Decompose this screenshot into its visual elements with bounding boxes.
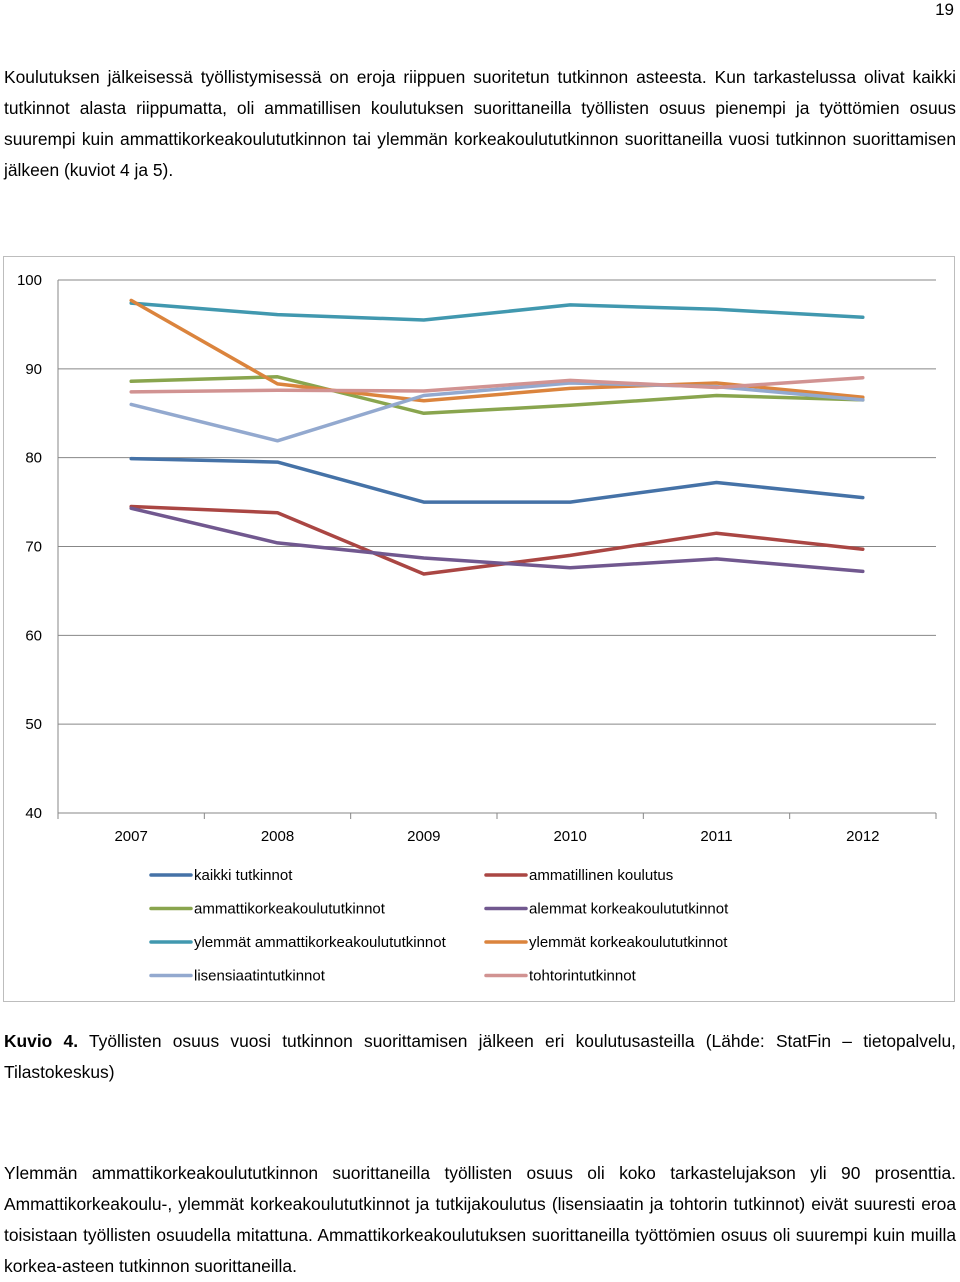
data-point-ylemmät-ammattikorkeakoulututkinnot-2010 — [569, 304, 571, 306]
intro-paragraph: Koulutuksen jälkeisessä työllistymisessä on eroja riippuen suoritetun tutkinnon asteesta. Kun tarkastelussa olivat kaikki tutkinnot alasta riippumatta, oli ammatillisen koulutuksen suorittaneilla työllisten osuus pienempi ja työttömien osuus suurempi kuin ammattikorkeakoulututkinnon tai ylemmän korkeakoulututkinnon suorittaneilla vuosi tutkinnon suorittamisen jälkeen (kuviot 4 ja 5). — [4, 67, 956, 180]
data-point-ylemmät-ammattikorkeakoulututkinnot-2009 — [423, 319, 425, 321]
data-point-kaikki-tutkinnot-2009 — [423, 501, 425, 503]
data-point-ammatillinen-koulutus-2008 — [276, 512, 278, 514]
data-point-ylemmät-korkeakoulututkinnot-2010 — [569, 387, 571, 389]
data-point-ammattikorkeakoulututkinnot-2011 — [715, 394, 717, 396]
data-point-tohtorintutkinnot-2009 — [423, 390, 425, 392]
chart-frame — [3, 256, 955, 1002]
data-point-ammattikorkeakoulututkinnot-2010 — [569, 404, 571, 406]
data-point-tohtorintutkinnot-2012 — [862, 377, 864, 379]
data-point-ammatillinen-koulutus-2009 — [423, 573, 425, 575]
legend-label-ylemmät-ammattikorkeakoulututkinnot: ylemmät ammattikorkeakoulututkinnot — [194, 934, 446, 951]
y-tick-label-70: 70 — [25, 538, 42, 556]
data-point-lisensiaatintutkinnot-2009 — [423, 394, 425, 396]
data-point-lisensiaatintutkinnot-2007 — [130, 403, 132, 405]
data-point-ylemmät-korkeakoulututkinnot-2009 — [423, 400, 425, 402]
data-point-alemmat-korkeakoulututkinnot-2011 — [715, 558, 717, 560]
data-point-tohtorintutkinnot-2011 — [715, 386, 717, 388]
legend-label-ylemmät-korkeakoulututkinnot: ylemmät korkeakoulututkinnot — [529, 934, 728, 951]
data-point-kaikki-tutkinnot-2012 — [862, 496, 864, 498]
figure-caption — [4, 1026, 956, 1088]
y-tick-label-60: 60 — [25, 627, 42, 645]
x-tick-label-2007: 2007 — [114, 828, 148, 845]
x-tick-label-2010: 2010 — [553, 828, 587, 845]
data-point-ylemmät-ammattikorkeakoulututkinnot-2008 — [276, 313, 278, 315]
data-point-alemmat-korkeakoulututkinnot-2010 — [569, 567, 571, 569]
data-point-alemmat-korkeakoulututkinnot-2012 — [862, 570, 864, 572]
data-point-kaikki-tutkinnot-2011 — [715, 481, 717, 483]
data-point-ylemmät-ammattikorkeakoulututkinnot-2012 — [862, 316, 864, 318]
legend-label-ammattikorkeakoulututkinnot: ammattikorkeakoulututkinnot — [194, 900, 385, 918]
x-tick-label-2012: 2012 — [846, 828, 880, 845]
data-point-lisensiaatintutkinnot-2012 — [862, 399, 864, 401]
data-point-kaikki-tutkinnot-2007 — [130, 457, 132, 459]
page-number: 19 — [935, 0, 954, 19]
x-tick-label-2009: 2009 — [407, 828, 441, 845]
employment-line-chart — [4, 257, 954, 1001]
data-point-ammattikorkeakoulututkinnot-2008 — [276, 376, 278, 378]
legend-label-alemmat-korkeakoulututkinnot: alemmat korkeakoulututkinnot — [529, 900, 729, 918]
x-tick-label-2008: 2008 — [260, 828, 295, 845]
legend-label-tohtorintutkinnot: tohtorintutkinnot — [529, 967, 636, 985]
y-tick-label-90: 90 — [25, 360, 42, 378]
data-point-alemmat-korkeakoulututkinnot-2007 — [130, 507, 132, 509]
series-line-alemmat-korkeakoulututkinnot — [131, 508, 863, 571]
data-point-ylemmät-ammattikorkeakoulututkinnot-2011 — [715, 308, 717, 310]
closing-paragraph: Ylemmän ammattikorkeakoulututkinnon suorittaneilla työllisten osuus oli koko tarkastelujakson yli 90 prosenttia. Ammattikorkeakoulu-, ylemmät korkeakoulututkinnot ja tutkijakoulutus (lisensiaatin ja tohtorin tutkinnot) eivät suuresti eroa toisistaan työllisten osuudella mitattuna. Ammattikorkeakoulutuksen suorittaneilla työttömien osuus oli suurempi kuin muilla korkea-asteen tutkinnon suorittaneilla. — [4, 1163, 956, 1276]
series-line-ylemmät-ammattikorkeakoulututkinnot — [131, 303, 863, 320]
legend-label-kaikki-tutkinnot: kaikki tutkinnot — [194, 867, 293, 884]
legend-label-lisensiaatintutkinnot: lisensiaatintutkinnot — [194, 967, 325, 985]
y-tick-label-40: 40 — [25, 805, 42, 822]
data-point-ammattikorkeakoulututkinnot-2007 — [130, 380, 132, 382]
data-point-alemmat-korkeakoulututkinnot-2008 — [276, 542, 278, 544]
data-point-kaikki-tutkinnot-2008 — [276, 461, 278, 463]
data-point-tohtorintutkinnot-2007 — [130, 391, 132, 393]
data-point-alemmat-korkeakoulututkinnot-2009 — [423, 557, 425, 559]
data-point-ammatillinen-koulutus-2012 — [862, 548, 864, 550]
data-point-ylemmät-korkeakoulututkinnot-2007 — [130, 299, 132, 301]
data-point-tohtorintutkinnot-2008 — [276, 389, 278, 391]
data-point-ylemmät-korkeakoulututkinnot-2008 — [276, 383, 278, 385]
data-point-ammattikorkeakoulututkinnot-2009 — [423, 412, 425, 414]
y-tick-label-100: 100 — [16, 272, 42, 289]
series-line-kaikki-tutkinnot — [131, 459, 863, 503]
y-tick-label-50: 50 — [25, 716, 42, 734]
data-point-ylemmät-korkeakoulututkinnot-2011 — [715, 382, 717, 384]
data-point-lisensiaatintutkinnot-2008 — [276, 440, 278, 442]
data-point-ammatillinen-koulutus-2010 — [569, 554, 571, 556]
figure-caption-text: Työllisten osuus vuosi tutkinnon suorittamisen jälkeen eri koulutusasteilla (Lähde: StatFin – tietopalvelu, Tilastokeskus) — [4, 1031, 957, 1082]
data-point-tohtorintutkinnot-2010 — [569, 379, 571, 381]
x-tick-label-2011: 2011 — [700, 828, 733, 845]
data-point-ammatillinen-koulutus-2011 — [715, 532, 717, 534]
figure-caption-label: Kuvio 4. — [4, 1031, 79, 1051]
y-tick-label-80: 80 — [25, 449, 42, 467]
data-point-kaikki-tutkinnot-2010 — [569, 501, 571, 503]
legend-label-ammatillinen-koulutus: ammatillinen koulutus — [529, 867, 674, 884]
